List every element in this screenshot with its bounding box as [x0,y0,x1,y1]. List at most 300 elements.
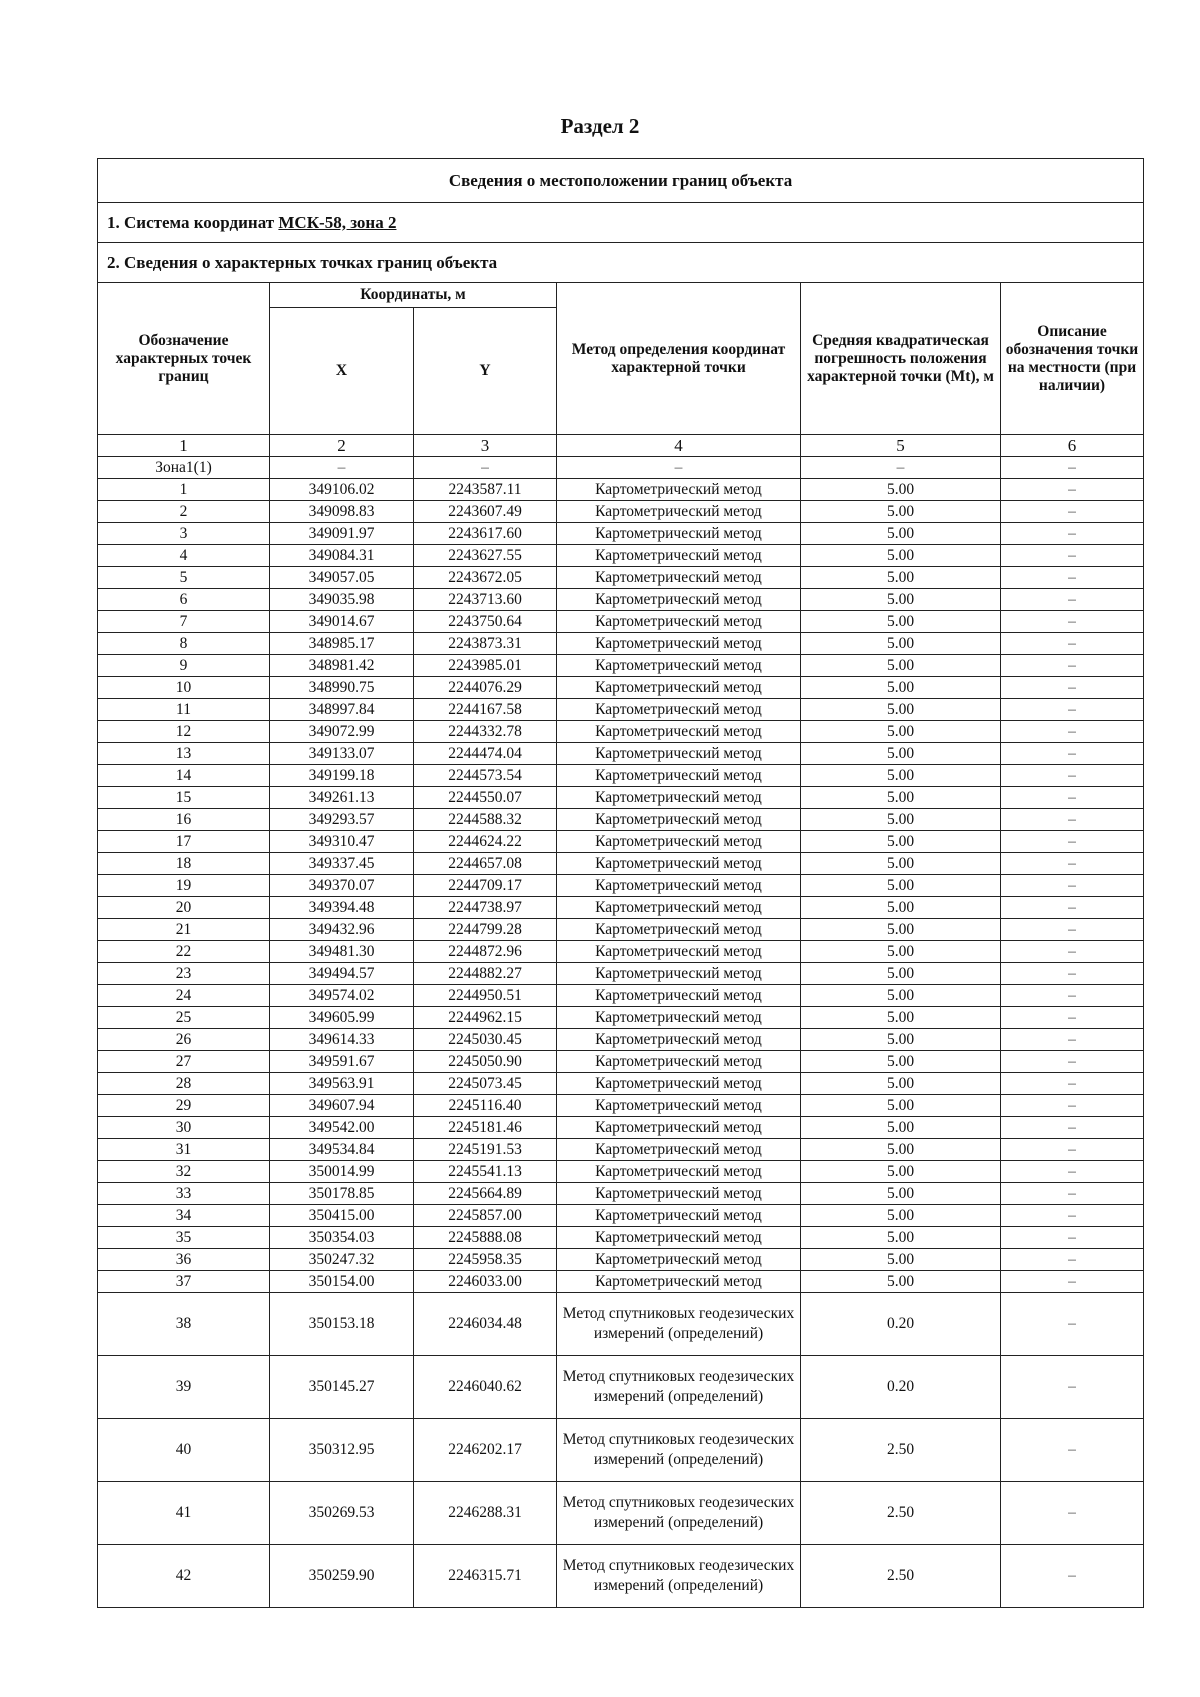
table-row [98,655,1144,677]
point-description: – [1001,1419,1144,1482]
method: Картометрический метод [557,633,801,655]
table-row [98,1227,1144,1249]
coord-x: 348997.84 [270,699,414,721]
header-coordinates: Координаты, м [270,283,557,308]
coord-y: 2246040.62 [414,1356,557,1419]
zone-cell: – [557,457,801,479]
method: Картометрический метод [557,787,801,809]
point-description: – [1001,1545,1144,1608]
coord-y: 2245181.46 [414,1117,557,1139]
point-description: – [1001,1293,1144,1356]
coord-x: 350269.53 [270,1482,414,1545]
table-row [98,1205,1144,1227]
zone-row [98,457,1144,479]
mean-error: 5.00 [801,897,1001,919]
point-description: – [1001,1482,1144,1545]
point-description: – [1001,1356,1144,1419]
table-row [98,523,1144,545]
coord-y: 2243617.60 [414,523,557,545]
table-row [98,589,1144,611]
coord-y: 2243607.49 [414,501,557,523]
point-number: 10 [98,677,270,699]
method: Картометрический метод [557,1227,801,1249]
coord-x: 349432.96 [270,919,414,941]
method: Картометрический метод [557,545,801,567]
zone-cell: – [270,457,414,479]
point-number: 6 [98,589,270,611]
coord-x: 349614.33 [270,1029,414,1051]
coord-x: 349605.99 [270,1007,414,1029]
coord-x: 350153.18 [270,1293,414,1356]
table-row [98,545,1144,567]
column-number: 5 [801,435,1001,457]
header-method: Метод определения координат характерной точки [557,283,801,435]
mean-error: 5.00 [801,1051,1001,1073]
header-error: Средняя квадратическая погрешность положения характерной точки (Mt), м [801,283,1001,435]
method: Картометрический метод [557,897,801,919]
method: Картометрический метод [557,1007,801,1029]
table-row [98,479,1144,501]
method: Картометрический метод [557,831,801,853]
method: Метод спутниковых геодезических измерений (определений) [557,1356,801,1419]
coord-y: 2245116.40 [414,1095,557,1117]
coord-x: 350145.27 [270,1356,414,1419]
coord-x: 350312.95 [270,1419,414,1482]
coord-x: 349293.57 [270,809,414,831]
coord-y: 2246288.31 [414,1482,557,1545]
method: Картометрический метод [557,699,801,721]
point-number: 9 [98,655,270,677]
point-number: 42 [98,1545,270,1608]
point-description: – [1001,721,1144,743]
coord-x: 350247.32 [270,1249,414,1271]
coord-y: 2245050.90 [414,1051,557,1073]
coord-system-prefix: 1. Система координат [107,212,279,232]
table-row [98,941,1144,963]
point-description: – [1001,1205,1144,1227]
point-number: 40 [98,1419,270,1482]
method: Картометрический метод [557,1051,801,1073]
point-number: 32 [98,1161,270,1183]
point-description: – [1001,1161,1144,1183]
method: Картометрический метод [557,677,801,699]
coord-y: 2244332.78 [414,721,557,743]
table-row [98,567,1144,589]
point-description: – [1001,1117,1144,1139]
coord-y: 2244588.32 [414,809,557,831]
point-description: – [1001,1029,1144,1051]
point-description: – [1001,853,1144,875]
mean-error: 5.00 [801,1183,1001,1205]
point-description: – [1001,1139,1144,1161]
points-title-row [98,243,1144,283]
table-title: Сведения о местоположении границ объекта [98,159,1144,203]
table-row [98,611,1144,633]
zone-label: Зона1(1) [98,457,270,479]
table-row [98,853,1144,875]
column-numbers-row [98,435,1144,457]
header-y: Y [414,308,557,435]
method: Картометрический метод [557,611,801,633]
header-row-1 [98,283,1144,308]
coord-y: 2243873.31 [414,633,557,655]
coord-y: 2245958.35 [414,1249,557,1271]
coord-x: 349370.07 [270,875,414,897]
point-number: 25 [98,1007,270,1029]
mean-error: 5.00 [801,677,1001,699]
table-row [98,1117,1144,1139]
point-number: 18 [98,853,270,875]
point-description: – [1001,831,1144,853]
coord-y: 2244573.54 [414,765,557,787]
mean-error: 2.50 [801,1419,1001,1482]
table-row [98,875,1144,897]
point-description: – [1001,1249,1144,1271]
method: Картометрический метод [557,1161,801,1183]
coord-y: 2245073.45 [414,1073,557,1095]
point-number: 31 [98,1139,270,1161]
point-number: 38 [98,1293,270,1356]
table-row [98,1007,1144,1029]
mean-error: 5.00 [801,985,1001,1007]
coord-system-value: МСК-58, зона 2 [278,212,397,232]
point-description: – [1001,523,1144,545]
point-number: 13 [98,743,270,765]
table-row [98,1161,1144,1183]
mean-error: 5.00 [801,1161,1001,1183]
point-number: 21 [98,919,270,941]
coord-x: 349607.94 [270,1095,414,1117]
point-number: 37 [98,1271,270,1293]
coord-y: 2246034.48 [414,1293,557,1356]
coord-y: 2244962.15 [414,1007,557,1029]
point-description: – [1001,677,1144,699]
coord-x: 350415.00 [270,1205,414,1227]
mean-error: 5.00 [801,831,1001,853]
table-row [98,1051,1144,1073]
point-number: 15 [98,787,270,809]
point-description: – [1001,919,1144,941]
method: Картометрический метод [557,1095,801,1117]
mean-error: 5.00 [801,523,1001,545]
mean-error: 5.00 [801,1271,1001,1293]
point-description: – [1001,743,1144,765]
method: Картометрический метод [557,655,801,677]
zone-cell: – [801,457,1001,479]
method: Метод спутниковых геодезических измерений (определений) [557,1419,801,1482]
coord-x: 349574.02 [270,985,414,1007]
coord-y: 2243713.60 [414,589,557,611]
point-description: – [1001,941,1144,963]
method: Картометрический метод [557,743,801,765]
mean-error: 5.00 [801,1029,1001,1051]
mean-error: 5.00 [801,875,1001,897]
coord-y: 2243750.64 [414,611,557,633]
coord-y: 2246202.17 [414,1419,557,1482]
table-row [98,787,1144,809]
point-number: 36 [98,1249,270,1271]
coord-x: 350014.99 [270,1161,414,1183]
point-description: – [1001,985,1144,1007]
method: Картометрический метод [557,1117,801,1139]
coord-x: 348985.17 [270,633,414,655]
point-number: 12 [98,721,270,743]
point-number: 17 [98,831,270,853]
coord-x: 349072.99 [270,721,414,743]
coord-x: 349394.48 [270,897,414,919]
header-description: Описание обозначения точки на местности (при наличии) [1001,283,1144,435]
method: Картометрический метод [557,853,801,875]
mean-error: 5.00 [801,501,1001,523]
point-number: 30 [98,1117,270,1139]
mean-error: 5.00 [801,567,1001,589]
point-description: – [1001,1007,1144,1029]
point-description: – [1001,765,1144,787]
method: Метод спутниковых геодезических измерений (определений) [557,1293,801,1356]
table-row [98,1029,1144,1051]
point-number: 14 [98,765,270,787]
point-description: – [1001,1271,1144,1293]
coord-x: 349199.18 [270,765,414,787]
table-row [98,1482,1144,1545]
coord-x: 349494.57 [270,963,414,985]
column-number: 6 [1001,435,1144,457]
mean-error: 5.00 [801,1007,1001,1029]
table-row [98,831,1144,853]
column-number: 1 [98,435,270,457]
boundary-points-table [97,158,1144,1608]
point-description: – [1001,1051,1144,1073]
header-point-designation: Обозначение характерных точек границ [98,283,270,435]
coord-y: 2244076.29 [414,677,557,699]
mean-error: 0.20 [801,1356,1001,1419]
point-description: – [1001,655,1144,677]
point-description: – [1001,479,1144,501]
point-number: 33 [98,1183,270,1205]
coord-y: 2244738.97 [414,897,557,919]
mean-error: 5.00 [801,787,1001,809]
point-description: – [1001,1183,1144,1205]
mean-error: 5.00 [801,1073,1001,1095]
method: Метод спутниковых геодезических измерений (определений) [557,1482,801,1545]
mean-error: 5.00 [801,633,1001,655]
point-number: 26 [98,1029,270,1051]
point-number: 39 [98,1356,270,1419]
point-description: – [1001,809,1144,831]
coord-y: 2245664.89 [414,1183,557,1205]
table-row [98,919,1144,941]
coord-x: 349563.91 [270,1073,414,1095]
point-description: – [1001,787,1144,809]
coord-x: 349261.13 [270,787,414,809]
mean-error: 5.00 [801,1139,1001,1161]
mean-error: 5.00 [801,479,1001,501]
method: Картометрический метод [557,919,801,941]
method: Картометрический метод [557,963,801,985]
method: Картометрический метод [557,1271,801,1293]
mean-error: 5.00 [801,589,1001,611]
coord-x: 349084.31 [270,545,414,567]
column-number: 3 [414,435,557,457]
point-number: 34 [98,1205,270,1227]
point-number: 7 [98,611,270,633]
coord-y: 2244550.07 [414,787,557,809]
mean-error: 5.00 [801,765,1001,787]
method: Метод спутниковых геодезических измерений (определений) [557,1545,801,1608]
mean-error: 5.00 [801,941,1001,963]
point-description: – [1001,545,1144,567]
coord-x: 350259.90 [270,1545,414,1608]
method: Картометрический метод [557,721,801,743]
mean-error: 5.00 [801,611,1001,633]
mean-error: 5.00 [801,1227,1001,1249]
method: Картометрический метод [557,809,801,831]
coord-y: 2245541.13 [414,1161,557,1183]
table-row [98,765,1144,787]
coord-x: 349091.97 [270,523,414,545]
coord-x: 349035.98 [270,589,414,611]
point-number: 1 [98,479,270,501]
point-number: 22 [98,941,270,963]
point-number: 41 [98,1482,270,1545]
coord-y: 2244624.22 [414,831,557,853]
table-row [98,633,1144,655]
point-number: 20 [98,897,270,919]
mean-error: 5.00 [801,963,1001,985]
method: Картометрический метод [557,765,801,787]
method: Картометрический метод [557,1183,801,1205]
coord-y: 2243627.55 [414,545,557,567]
point-description: – [1001,567,1144,589]
coord-x: 350354.03 [270,1227,414,1249]
point-number: 27 [98,1051,270,1073]
coord-x: 349098.83 [270,501,414,523]
coord-x: 349014.67 [270,611,414,633]
mean-error: 2.50 [801,1482,1001,1545]
mean-error: 2.50 [801,1545,1001,1608]
mean-error: 5.00 [801,655,1001,677]
coord-y: 2243985.01 [414,655,557,677]
coord-system [98,203,1144,243]
point-description: – [1001,501,1144,523]
point-number: 11 [98,699,270,721]
column-number: 2 [270,435,414,457]
column-number: 4 [557,435,801,457]
table-row [98,1293,1144,1356]
point-description: – [1001,875,1144,897]
points-title: 2. Сведения о характерных точках границ объекта [98,243,1144,283]
coord-y: 2243587.11 [414,479,557,501]
coord-x: 348981.42 [270,655,414,677]
mean-error: 5.00 [801,1095,1001,1117]
coord-x: 349057.05 [270,567,414,589]
mean-error: 5.00 [801,743,1001,765]
point-number: 4 [98,545,270,567]
table-row [98,501,1144,523]
point-number: 35 [98,1227,270,1249]
coord-y: 2245857.00 [414,1205,557,1227]
point-description: – [1001,633,1144,655]
point-number: 24 [98,985,270,1007]
coord-x: 349591.67 [270,1051,414,1073]
coord-y: 2246033.00 [414,1271,557,1293]
point-description: – [1001,897,1144,919]
table-row [98,1271,1144,1293]
point-number: 3 [98,523,270,545]
point-description: – [1001,963,1144,985]
coord-x: 349310.47 [270,831,414,853]
table-row [98,985,1144,1007]
coord-y: 2244709.17 [414,875,557,897]
coord-y: 2245191.53 [414,1139,557,1161]
point-number: 2 [98,501,270,523]
coord-x: 348990.75 [270,677,414,699]
method: Картометрический метод [557,1139,801,1161]
mean-error: 5.00 [801,1117,1001,1139]
table-row [98,1249,1144,1271]
coord-x: 350178.85 [270,1183,414,1205]
header-x: X [270,308,414,435]
mean-error: 5.00 [801,809,1001,831]
table-row [98,1545,1144,1608]
coord-x: 349542.00 [270,1117,414,1139]
point-number: 16 [98,809,270,831]
coord-y: 2243672.05 [414,567,557,589]
table-row [98,1139,1144,1161]
point-description: – [1001,1073,1144,1095]
point-description: – [1001,589,1144,611]
coord-y: 2244872.96 [414,941,557,963]
point-description: – [1001,1227,1144,1249]
method: Картометрический метод [557,479,801,501]
coord-y: 2246315.71 [414,1545,557,1608]
table-row [98,963,1144,985]
coord-x: 350154.00 [270,1271,414,1293]
coord-y: 2245030.45 [414,1029,557,1051]
point-number: 28 [98,1073,270,1095]
point-description: – [1001,699,1144,721]
method: Картометрический метод [557,875,801,897]
coord-y: 2244657.08 [414,853,557,875]
table-row [98,897,1144,919]
mean-error: 0.20 [801,1293,1001,1356]
zone-cell: – [1001,457,1144,479]
table-row [98,1419,1144,1482]
coord-x: 349534.84 [270,1139,414,1161]
mean-error: 5.00 [801,1249,1001,1271]
mean-error: 5.00 [801,919,1001,941]
table-row [98,1183,1144,1205]
method: Картометрический метод [557,1073,801,1095]
method: Картометрический метод [557,567,801,589]
table-row [98,1356,1144,1419]
coord-y: 2244167.58 [414,699,557,721]
coord-y: 2244474.04 [414,743,557,765]
point-number: 8 [98,633,270,655]
coord-x: 349106.02 [270,479,414,501]
section-title: Раздел 2 [560,114,640,138]
table-row [98,1073,1144,1095]
coord-x: 349337.45 [270,853,414,875]
table-row [98,743,1144,765]
mean-error: 5.00 [801,853,1001,875]
mean-error: 5.00 [801,545,1001,567]
method: Картометрический метод [557,1249,801,1271]
coord-x: 349133.07 [270,743,414,765]
table-row [98,809,1144,831]
method: Картометрический метод [557,1029,801,1051]
method: Картометрический метод [557,941,801,963]
